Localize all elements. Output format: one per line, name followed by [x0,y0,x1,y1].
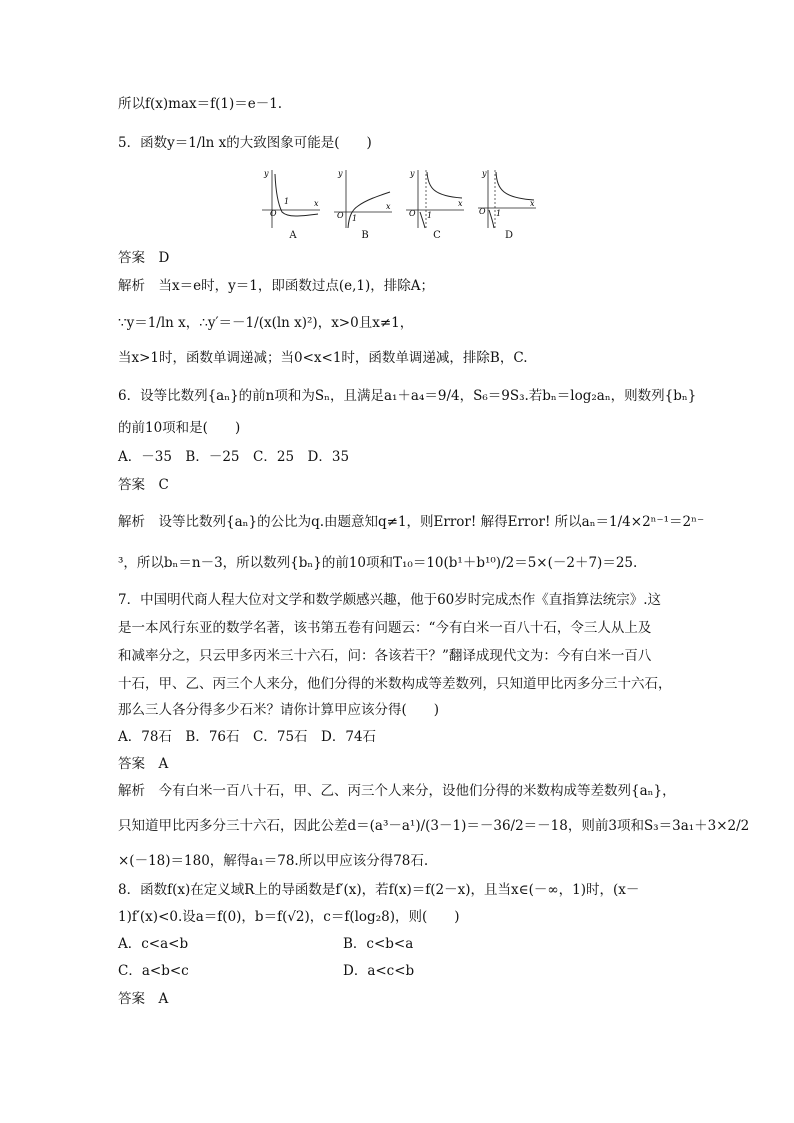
analysis-5: 解析 当x＝e时，y＝1，即函数过点(e,1)，排除A； [118,278,434,294]
axis-x-label: x [386,202,391,211]
question-7-line-2: 是一本风行东亚的数学名著，该书第五卷有问题云：“今有白米一百八十石，令三人从上及 [118,620,652,636]
analysis-6-line-2: ³，所以bₙ＝n－3，所以数列{bₙ}的前10项和T₁₀＝10(b¹＋b¹⁰)/2＝5×(－2＋7)＝25. [118,555,638,571]
answer-5: 答案 D [118,250,170,266]
axis-y-label: y [482,169,487,178]
origin-label: O [337,211,344,220]
question-7-line-3: 和减率分之，只云甲多丙米三十六石，问：各该若干？”翻译成现代文为：今有白米一百八 [118,648,652,664]
question-7: 7．中国明代商人程大位对文学和数学颇感兴趣，他于60岁时完成杰作《直指算法统宗》.这 [118,592,662,608]
axis-x-label: x [458,199,463,208]
answer-7: 答案 A [118,756,169,772]
question-8-line-2: 1)f′(x)<0.设a＝f(0)，b＝f(√2)，c＝f(log₂8)，则( ) [118,909,460,925]
graph-label: B [361,230,369,241]
axis-y-label: y [264,169,269,178]
question-7-line-5: 那么三人各分得多少石米？请你计算甲应该分得( ) [118,702,440,718]
analysis-7-line-2: 只知道甲比丙多分三十六石，因此公差d＝(a³－a¹)/(3－1)＝－36/2＝－18，则前3项和S₃＝3a₁＋3×2/2 [118,818,750,834]
question-7-options: A．78石 B．76石 C．75石 D．74石 [118,729,377,745]
question-5: 5．函数y＝1/ln x的大致图象可能是( ) [118,135,372,151]
graph-a [262,168,324,246]
analysis-5-line-2: ∵y＝1/ln x，∴y′＝－1/(x(ln x)²)，x>0且x≠1， [118,315,414,331]
question-7-line-4: 十石，甲、乙、丙三个人来分，他们分得的米数构成等差数列，只知道甲比丙多分三十六石， [118,676,672,692]
option-b: B．c<b<a [343,936,414,952]
graph-label: A [289,230,297,241]
axis-x-label: x [314,199,319,208]
graph-label: D [504,230,514,241]
axis-x-label: x [530,199,535,208]
option-a: A．c<a<b [118,936,189,952]
option-d: D．a<c<b [343,963,415,979]
tick-label: 1 [284,197,290,206]
question-6: 6．设等比数列{aₙ}的前n项和为Sₙ，且满足a₁＋a₄＝9/4，S₆＝9S₃.若bₙ＝log₂aₙ，则数列{bₙ} [118,388,697,404]
answer-8: 答案 A [118,991,169,1007]
question-6-line-2: 的前10项和是( ) [118,420,241,436]
graph-c [406,168,468,246]
text-line: 所以f(x)max＝f(1)＝e－1. [118,96,283,112]
answer-6: 答案 C [118,477,169,493]
graph-b [334,168,396,246]
analysis-7: 解析 今有白米一百八十石，甲、乙、丙三个人来分，设他们分得的米数构成等差数列{aₙ}， [118,783,676,799]
analysis-7-line-3: ×(－18)＝180，解得a₁＝78.所以甲应该分得78石. [118,853,429,869]
origin-label: O [270,209,277,218]
origin-label: O [479,207,486,216]
question-6-options: A．－35 B．－25 C．25 D．35 [118,449,350,465]
axis-y-label: y [338,169,343,178]
graph-label: C [433,230,441,241]
tick-label: 1 [496,209,502,218]
axis-y-label: y [410,169,415,178]
figure-graphs [262,168,542,246]
tick-label: 1 [427,211,433,220]
option-c: C．a<b<c [118,963,189,979]
analysis-6: 解析 设等比数列{aₙ}的公比为q.由题意知q≠1，则Error! 解得Error! 所以aₙ＝1/4×2ⁿ⁻¹＝2ⁿ⁻ [118,514,705,530]
question-8: 8．函数f(x)在定义域R上的导函数是f′(x)，若f(x)＝f(2－x)，且当x∈(－∞，1)时，(x－ [118,882,640,898]
origin-label: O [409,209,416,218]
tick-label: 1 [352,214,358,223]
graph-d [478,168,540,246]
analysis-5-line-3: 当x>1时，函数单调递减；当0<x<1时，函数单调递减，排除B，C. [118,350,528,366]
